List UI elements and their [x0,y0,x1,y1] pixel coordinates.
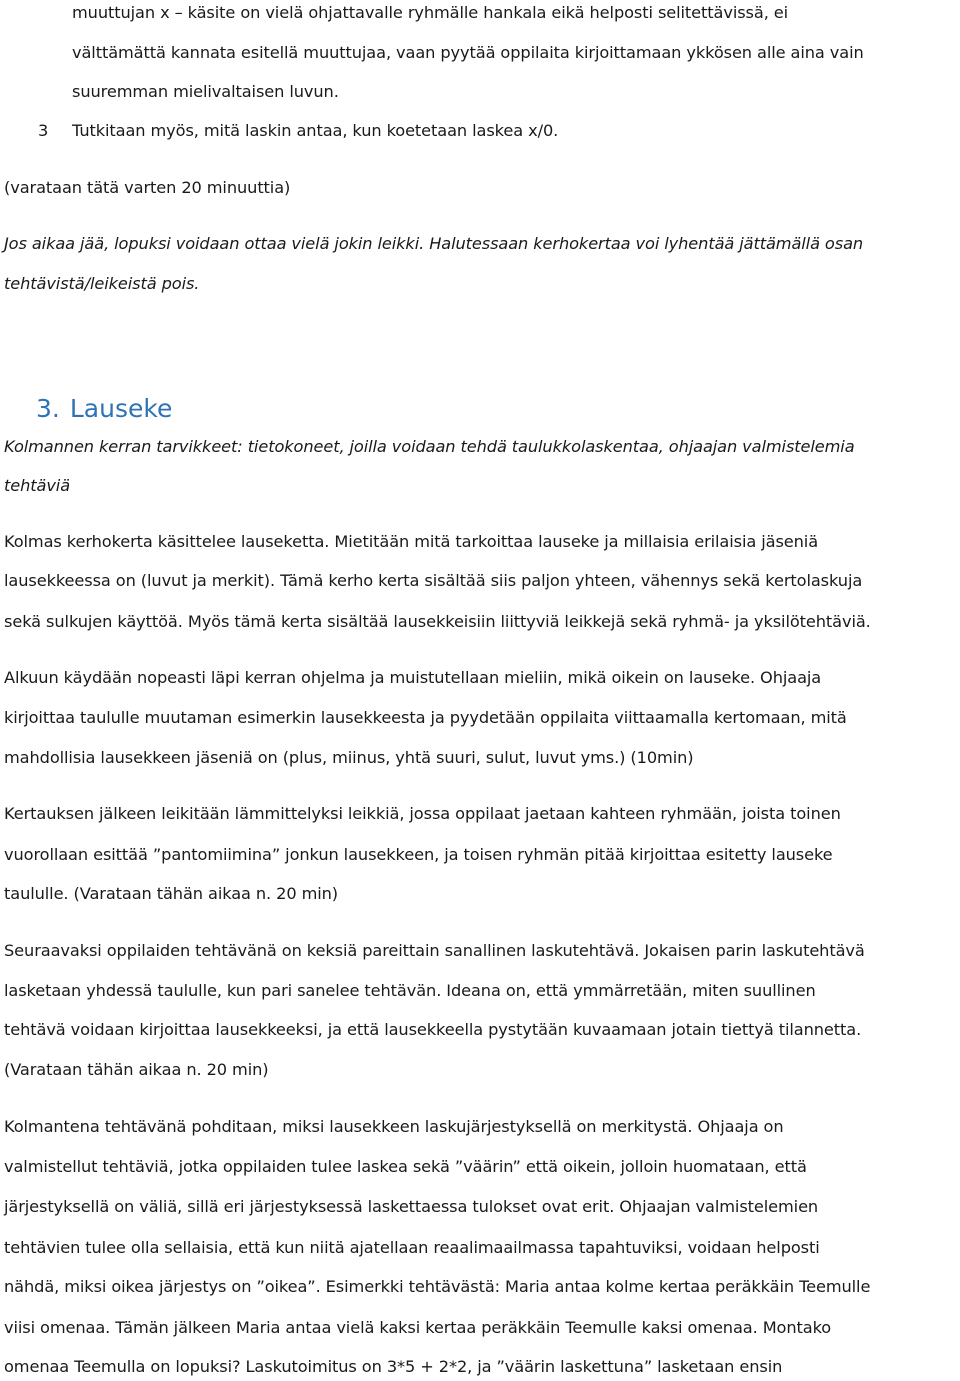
paragraph-line: järjestyksellä on väliä, sillä eri järjestyksessä laskettaessa tulokset ovat erit. Ohjaajan valmistelemien [4,1197,819,1216]
supplies-line: tehtäviä [4,476,71,495]
list-item-number: 3 [38,121,49,140]
paragraph-line: viisi omenaa. Tämän jälkeen Maria antaa vielä kaksi kertaa peräkkäin Teemulle kaksi omenaa. Montako [4,1318,832,1337]
paragraph-line: sekä sulkujen käyttöä. Myös tämä kerta sisältää lausekkeisiin liittyviä leikkejä sekä ryhmä- ja yksilötehtäviä. [4,612,871,631]
section-number: 3. [36,394,60,423]
paragraph-line: Kolmas kerhokerta käsittelee lauseketta. Mietitään mitä tarkoittaa lauseke ja millaisia erilaisia jäseniä [4,532,819,551]
paragraph-line: taululle. (Varataan tähän aikaa n. 20 min) [4,884,339,903]
supplies-line: Kolmannen kerran tarvikkeet: tietokoneet, joilla voidaan tehdä taulukkolaskentaa, ohjaajan valmistelemia [4,437,855,456]
list-continuation-line: muuttujan x – käsite on vielä ohjattavalle ryhmälle hankala eikä helposti selitettävissä, ei [72,3,789,22]
time-note: (varataan tätä varten 20 minuuttia) [4,178,291,197]
italic-note-line: tehtävistä/leikeistä pois. [4,274,200,293]
paragraph-line: valmistellut tehtäviä, jotka oppilaiden tulee laskea sekä ”väärin” että oikein, jolloin huomataan, että [4,1157,807,1176]
paragraph-line: Seuraavaksi oppilaiden tehtävänä on keksiä pareittain sanallinen laskutehtävä. Jokaisen parin laskutehtävä [4,941,865,960]
paragraph-line: Kertauksen jälkeen leikitään lämmittelyksi leikkiä, jossa oppilaat jaetaan kahteen ryhmään, joista toinen [4,804,841,823]
list-continuation-line: suuremman mielivaltaisen luvun. [72,82,339,101]
paragraph-line: lausekkeessa on (luvut ja merkit). Tämä kerho kerta sisältää siis paljon yhteen, vähennys sekä kertolaskuja [4,571,863,590]
paragraph-line: tehtävä voidaan kirjoittaa lausekkeeksi, ja että lausekkeella pystytään kuvaamaan jotain tiettyä tilannetta. [4,1020,862,1039]
paragraph-line: Alkuun käydään nopeasti läpi kerran ohjelma ja muistutellaan mieliin, mikä oikein on lauseke. Ohjaaja [4,668,822,687]
paragraph-line: tehtävien tulee olla sellaisia, että kun niitä ajatellaan reaalimaailmassa tapahtuviksi, voidaan helposti [4,1238,820,1257]
paragraph-line: Kolmantena tehtävänä pohditaan, miksi lausekkeen laskujärjestyksellä on merkitystä. Ohjaaja on [4,1117,784,1136]
paragraph-line: omenaa Teemulla on lopuksi? Laskutoimitus on 3*5 + 2*2, ja ”väärin laskettuna” lasketaan ensin [4,1357,783,1376]
paragraph-line: kirjoittaa taululle muutaman esimerkin lausekkeesta ja pyydetään oppilaita viittaamalla kertomaan, mitä [4,708,847,727]
section-heading [36,394,172,424]
paragraph-line: nähdä, miksi oikea järjestys on ”oikea”. Esimerkki tehtävästä: Maria antaa kolme kertaa peräkkäin Teemulle [4,1277,871,1296]
list-item-text: Tutkitaan myös, mitä laskin antaa, kun koetetaan laskea x/0. [72,121,559,140]
italic-note-line: Jos aikaa jää, lopuksi voidaan ottaa vielä jokin leikki. Halutessaan kerhokertaa voi lyhentää jättämällä osan [4,234,864,253]
paragraph-line: lasketaan yhdessä taululle, kun pari sanelee tehtävän. Ideana on, että ymmärretään, miten suullinen [4,981,816,1000]
paragraph-line: vuorollaan esittää ”pantomiimina” jonkun lausekkeen, ja toisen ryhmän pitää kirjoittaa esitetty lauseke [4,845,833,864]
list-item [38,120,558,142]
paragraph-line: (Varataan tähän aikaa n. 20 min) [4,1060,269,1079]
list-continuation-line: välttämättä kannata esitellä muuttujaa, vaan pyytää oppilaita kirjoittamaan ykkösen alle aina vain [72,43,864,62]
section-title: Lauseke [69,394,173,423]
paragraph-line: mahdollisia lausekkeen jäseniä on (plus, miinus, yhtä suuri, sulut, luvut yms.) (10min) [4,748,694,767]
